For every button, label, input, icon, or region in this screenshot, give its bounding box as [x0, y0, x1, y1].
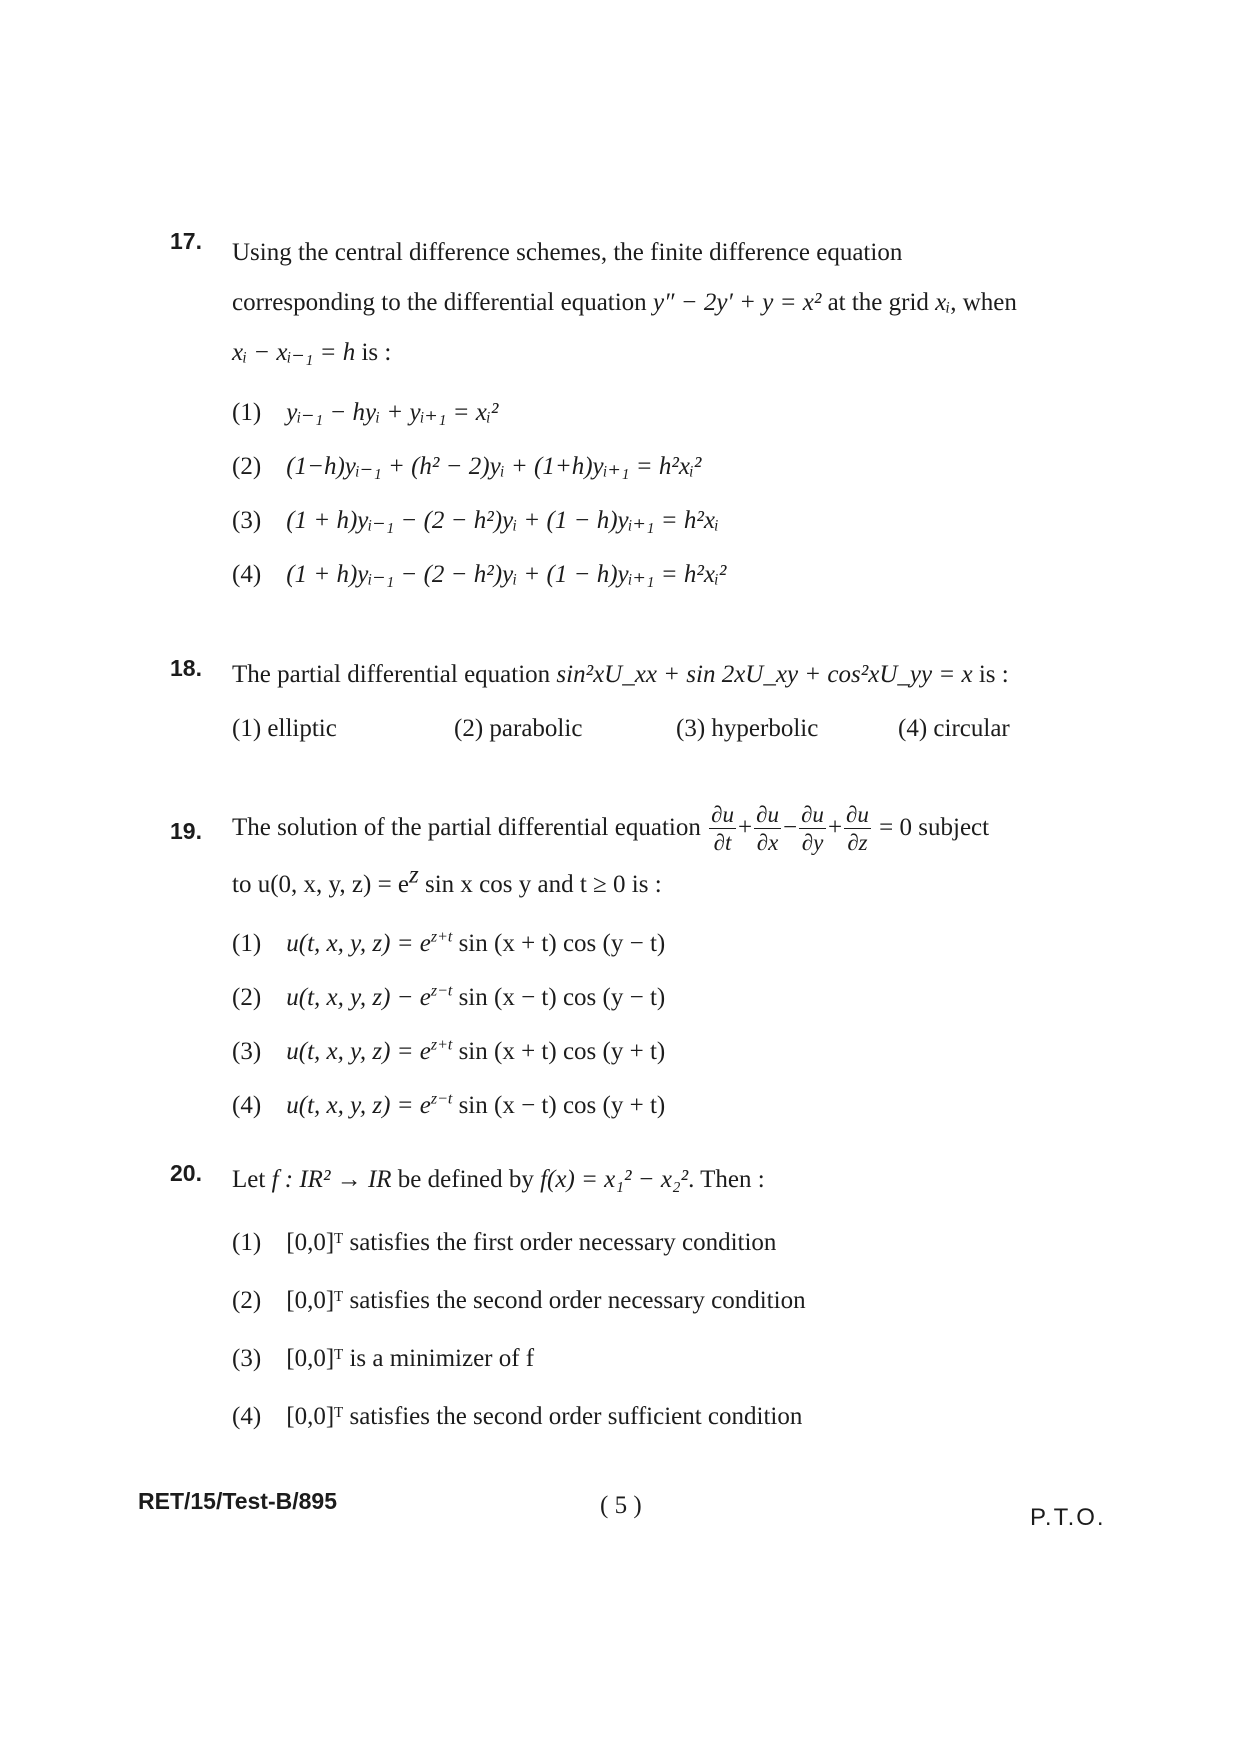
option[interactable]: (2) parabolic [454, 715, 583, 742]
question-stem: The solution of the partial differential equation $\frac{\partial u}{\partial t}$ + $\frac{\partial u}{\partial x}$ − $\frac{\partial u}{\partial y}$ + $\frac{\partial u}{\partial z}$ = 0 subject to u(0, x, y, $z) = e^z$ sin x cos y and t ≥ 0 is : [232, 801, 990, 898]
option[interactable]: (2) (1−h)yᵢ₋₁ + (h² − 2)yᵢ + (1+h)yᵢ₊₁ = h²xᵢ² [232, 453, 702, 480]
option[interactable]: (1) elliptic [232, 715, 337, 742]
fraction: $\frac{\partial u}{\partial t}$ [711, 801, 734, 855]
question-20 [170, 1160, 1120, 1446]
option[interactable]: (3) [0,0]ᵀ is a minimizer of f [232, 1345, 535, 1372]
question-number: 17. [170, 228, 202, 254]
option[interactable]: (1) [0,0]ᵀ satisfies the first order necessary condition [232, 1229, 777, 1256]
question-stem: Let f : IR² → IR be defined by f(x) = x₁² − x₂². Then : [232, 1166, 765, 1193]
option[interactable]: (3) u(t, x, y, $z) = e^{z+t}$ sin (x + t) cos (y + t) [232, 1036, 666, 1065]
option[interactable]: (3) (1 + h)yᵢ₋₁ − (2 − h²)yᵢ + (1 − h)yᵢ₊₁ = h²xᵢ [232, 507, 719, 534]
fraction: $\frac{\partial u}{\partial x}$ [756, 801, 779, 855]
fraction: $\frac{\partial u}{\partial z}$ [846, 801, 869, 855]
option[interactable]: (4) [0,0]ᵀ satisfies the second order sufficient condition [232, 1403, 803, 1430]
option[interactable]: (4) (1 + h)yᵢ₋₁ − (2 − h²)yᵢ + (1 − h)yᵢ₊₁ = h²xᵢ² [232, 561, 727, 588]
option[interactable]: (4) u(t, x, y, $z) = e^{z-t}$ sin (x − t) cos (y + t) [232, 1090, 666, 1119]
options-row [232, 709, 1120, 749]
fraction: $\frac{\partial u}{\partial y}$ [801, 801, 824, 855]
option[interactable]: (2) u(t, x, y, $z) - e^{z-t}$ sin (x − t) cos (y − t) [232, 982, 666, 1011]
option[interactable]: (4) circular [898, 715, 1010, 742]
option[interactable]: (2) [0,0]ᵀ satisfies the second order necessary condition [232, 1287, 806, 1314]
question-stem: Using the central difference schemes, the finite difference equation corresponding to the differential equation y″ − 2y′ + y = x² at the grid xᵢ, when xᵢ − xᵢ₋₁ = h is : [232, 239, 1017, 366]
please-turn-over: P.T.O. [1030, 1504, 1106, 1531]
question-18 [170, 655, 1120, 749]
question-number: 20. [170, 1160, 202, 1186]
option[interactable]: (1) u(t, x, y, $z) = e^{z+t}$ sin (x + t) cos (y − t) [232, 928, 666, 957]
page-number: ( 5 ) [600, 1492, 642, 1519]
option[interactable]: (3) hyperbolic [676, 715, 819, 742]
question-number: 19. [170, 818, 202, 844]
exam-code: RET/15/Test-B/895 [138, 1488, 337, 1514]
option[interactable]: (1) yᵢ₋₁ − hyᵢ + yᵢ₊₁ = xᵢ² [232, 399, 499, 426]
question-number: 18. [170, 655, 202, 681]
question-stem: The partial differential equation sin²xU_xx + sin 2xU_xy + cos²xU_yy = x is : [232, 661, 1009, 688]
question-19 [170, 800, 1120, 1133]
question-17 [170, 228, 1120, 602]
